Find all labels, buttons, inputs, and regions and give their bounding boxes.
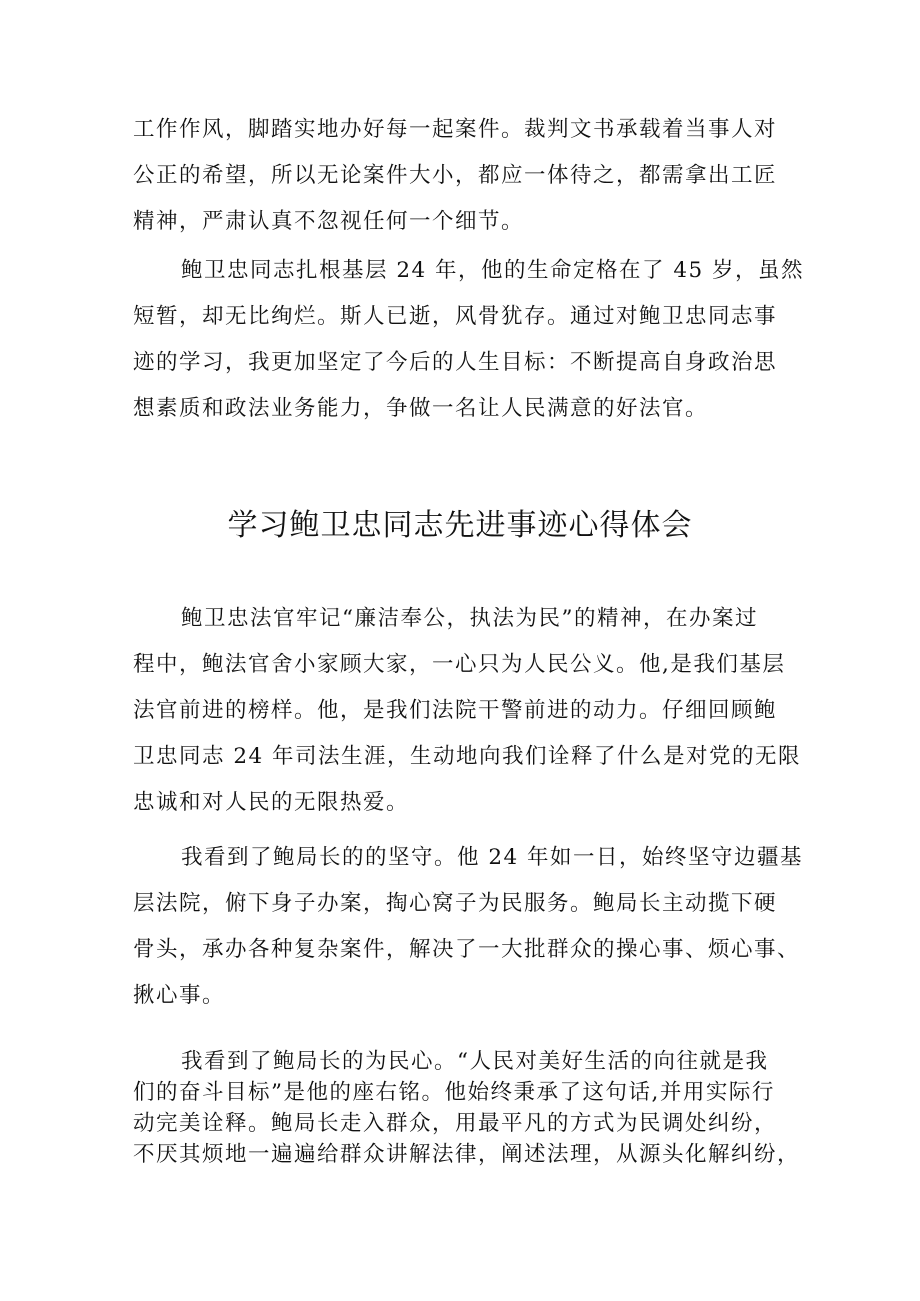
text-line: 鲍卫忠同志扎根基层 24 年，他的生命定格在了 45 岁，虽然 [181,258,805,283]
text-line: 动完美诠释。鲍局长走入群众，用最平凡的方式为民调处纠纷， [133,1111,778,1136]
paragraph-3 [133,596,803,826]
paragraph-2 [133,248,803,432]
text-line: 骨头，承办各种复杂案件，解决了一大批群众的操心事、烦心事、 [133,937,801,962]
text-line: 短暂，却无比绚烂。斯人已逝，风骨犹存。通过对鲍卫忠同志事 [133,304,778,329]
text-line: 揪心事。 [133,983,226,1008]
paragraph-1 [133,107,803,245]
text-line: 公正的希望，所以无论案件大小，都应一体待之，都需拿出工匠 [133,163,778,188]
text-line: 卫忠同志 24 年司法生涯，生动地向我们诠释了什么是对党的无限 [133,744,802,769]
text-line: 想素质和政法业务能力，争做一名让人民满意的好法官。 [133,396,709,421]
paragraph-4 [133,835,803,1019]
text-line: 们的奋斗目标”是他的座右铭。他始终秉承了这句话,并用实际行 [133,1080,775,1105]
document-title: 学习鲍卫忠同志先进事迹心得体会 [227,508,693,543]
paragraph-5 [133,1046,803,1170]
text-line: 不厌其烦地一遍遍给群众讲解法律，阐述法理，从源头化解纠纷， [133,1142,801,1167]
text-line: 程中，鲍法官舍小家顾大家，一心只为人民公义。他,是我们基层 [133,652,786,677]
text-line: 工作作风，脚踏实地办好每一起案件。裁判文书承载着当事人对 [133,117,778,142]
text-line: 鲍卫忠法官牢记“廉洁奉公，执法为民”的精神，在办案过 [181,606,758,631]
text-line: 层法院，俯下身子办案，掏心窝子为民服务。鲍局长主动揽下硬 [133,891,778,916]
text-line: 法官前进的榜样。他，是我们法院干警前进的动力。仔细回顾鲍 [133,698,778,723]
text-line: 迹的学习，我更加坚定了今后的人生目标：不断提高自身政治思 [133,350,778,375]
text-line: 我看到了鲍局长的为民心。“人民对美好生活的向往就是我 [181,1049,769,1074]
text-line: 我看到了鲍局长的的坚守。他 24 年如一日，始终坚守边疆基 [181,845,804,870]
text-line: 忠诚和对人民的无限热爱。 [133,790,410,815]
text-line: 精神，严肃认真不忽视任何一个细节。 [133,209,525,234]
